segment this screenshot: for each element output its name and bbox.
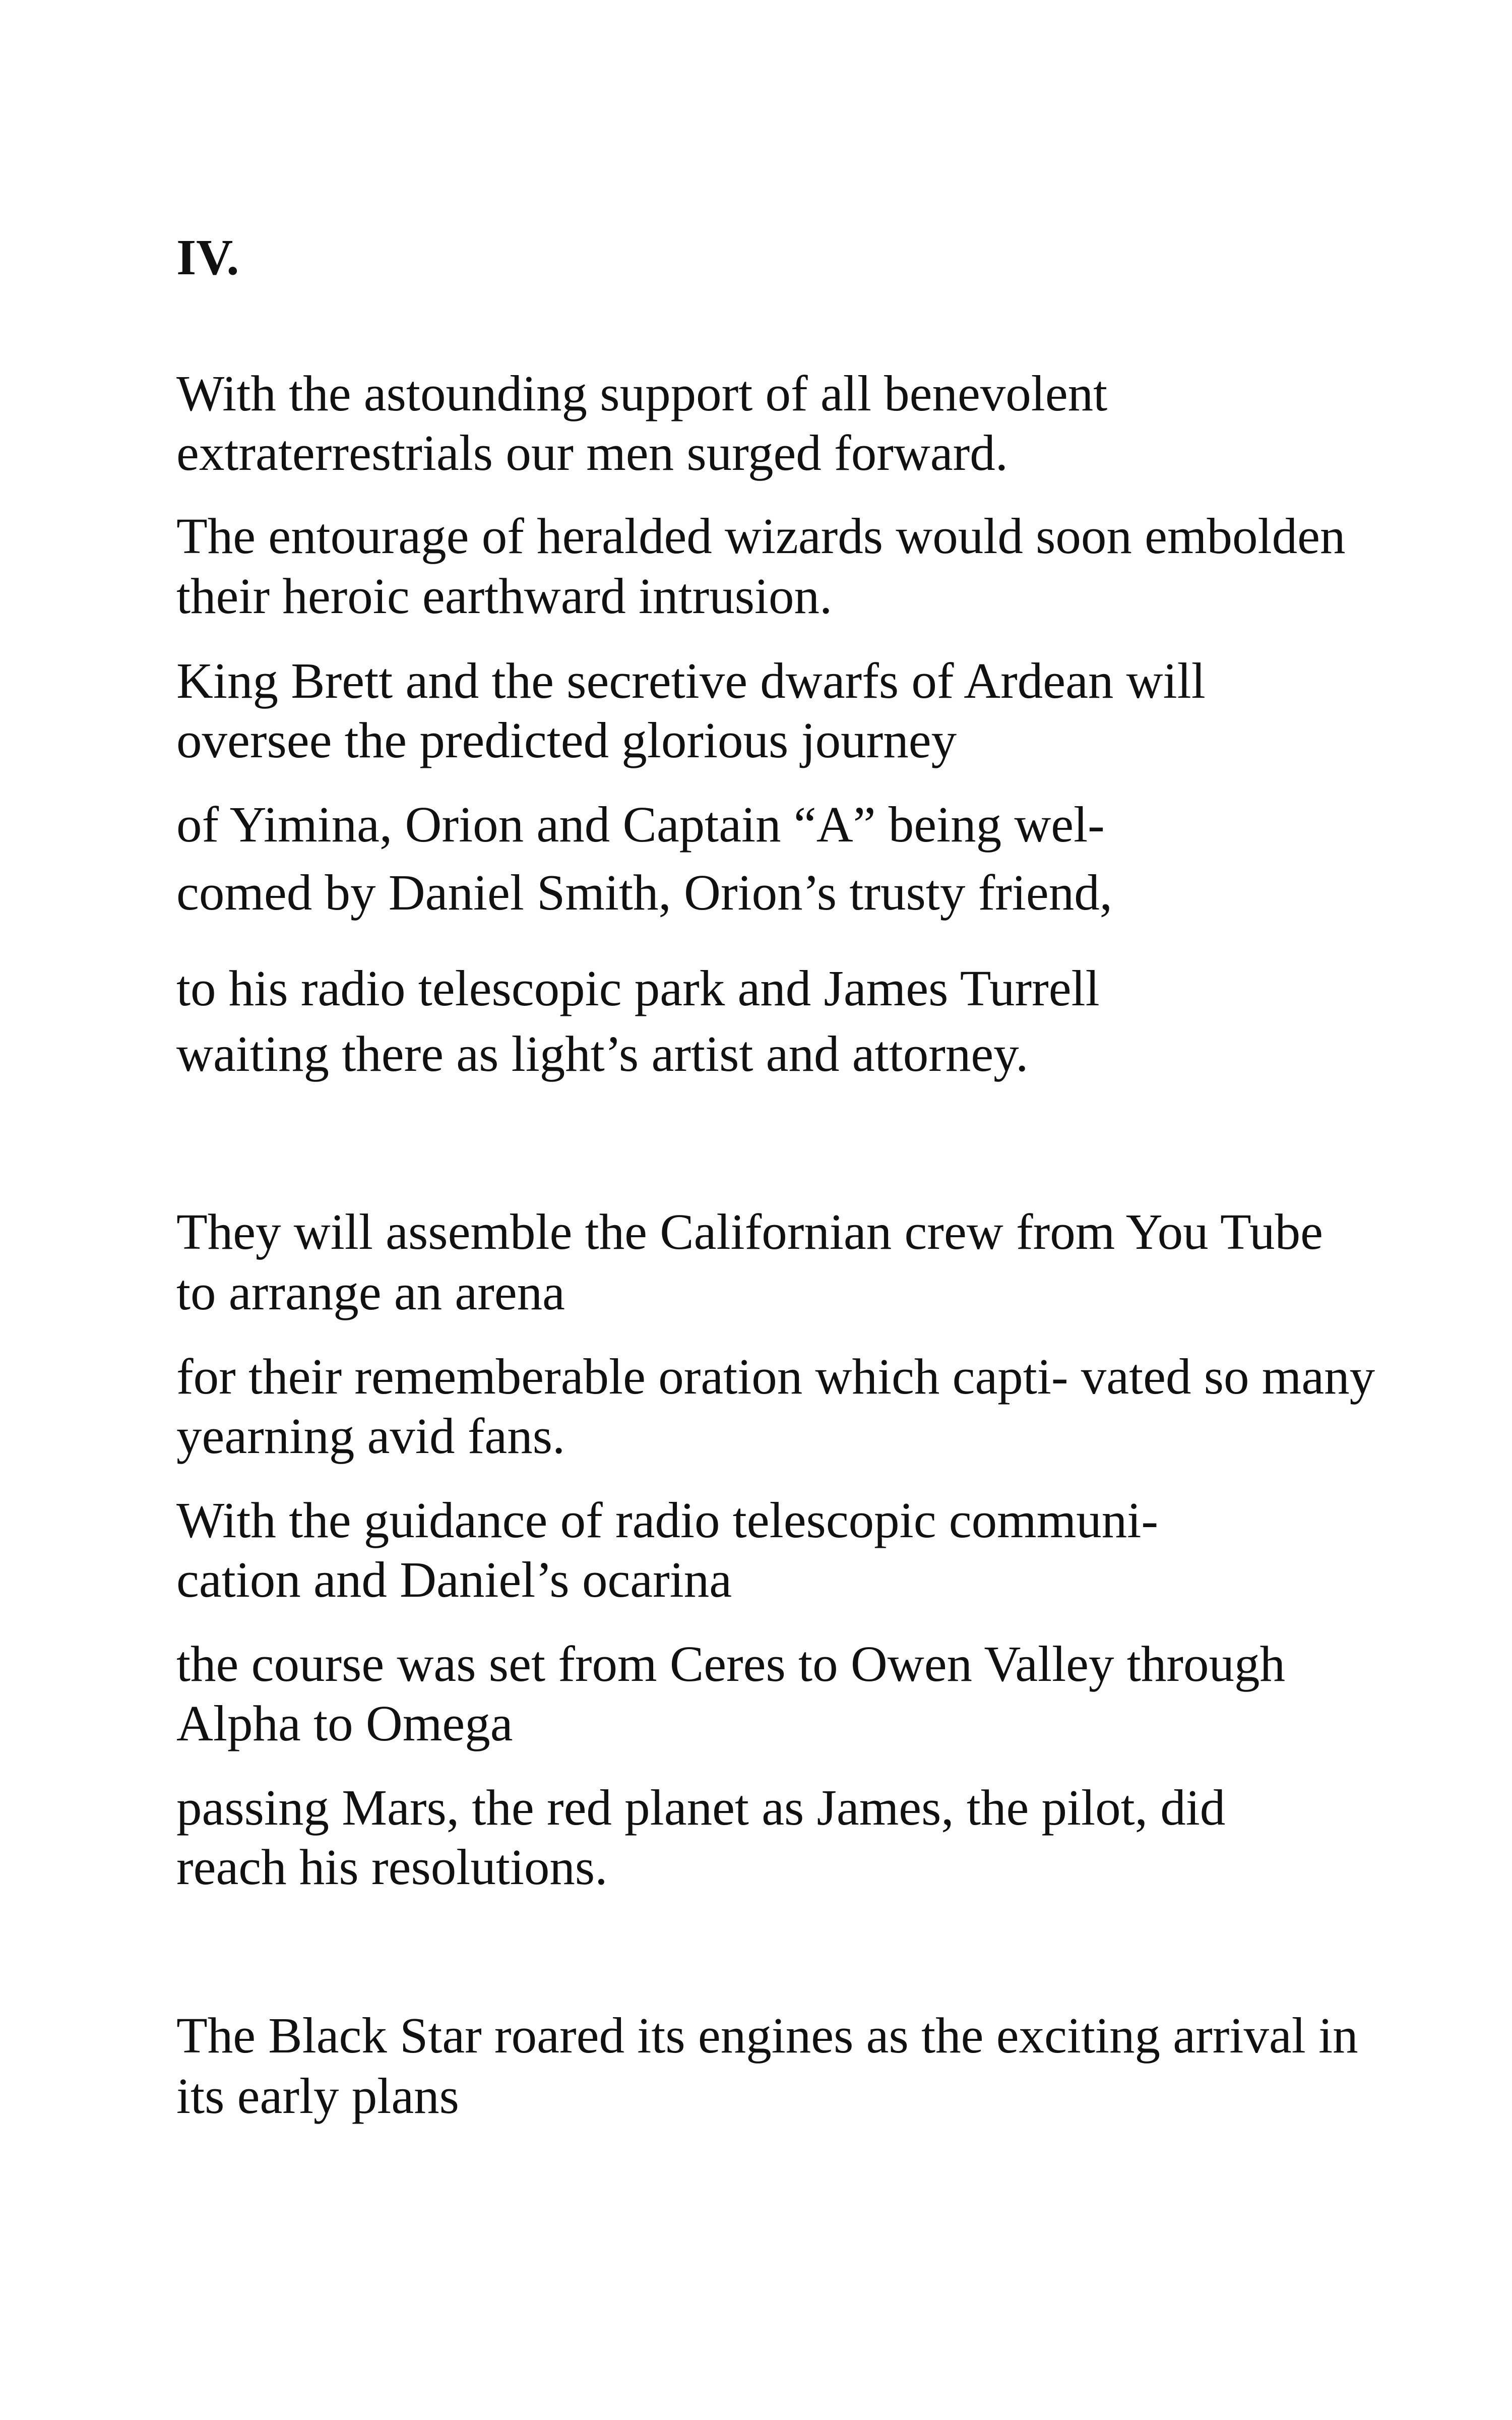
text-line: of Yimina, Orion and Captain “A” being wel- xyxy=(176,796,1105,853)
text-line: The Black Star roared its engines as the exciting arrival in xyxy=(176,2007,1358,2064)
text-line: the course was set from Ceres to Owen Valley through xyxy=(176,1636,1285,1692)
text-line: The entourage of heralded wizards would soon embolden xyxy=(176,508,1346,564)
text-line: for their rememberable oration which capti- vated so many xyxy=(176,1348,1375,1405)
text-line: extraterrestrials our men surged forward. xyxy=(176,425,1008,481)
text-line: oversee the predicted glorious journey xyxy=(176,712,957,768)
text-line: reach his resolutions. xyxy=(176,1839,608,1895)
text-line: to his radio telescopic park and James Turrell xyxy=(176,960,1100,1016)
text-line: cation and Daniel’s ocarina xyxy=(176,1551,732,1608)
text-line: With the guidance of radio telescopic communi- xyxy=(176,1492,1158,1548)
text-line: yearning avid fans. xyxy=(176,1408,565,1464)
text-line: its early plans xyxy=(176,2068,459,2124)
text-line: Alpha to Omega xyxy=(176,1695,513,1751)
text-line: to arrange an arena xyxy=(176,1264,565,1320)
section-heading: IV. xyxy=(176,229,239,285)
text-line: King Brett and the secretive dwarfs of Ardean will xyxy=(176,652,1206,709)
text-line: comed by Daniel Smith, Orion’s trusty friend, xyxy=(176,864,1113,921)
text-line: passing Mars, the red planet as James, the pilot, did xyxy=(176,1779,1226,1836)
text-line: They will assemble the Californian crew from You Tube xyxy=(176,1203,1324,1260)
text-line: With the astounding support of all benevolent xyxy=(176,365,1108,421)
text-line: their heroic earthward intrusion. xyxy=(176,568,833,624)
text-line: waiting there as light’s artist and attorney. xyxy=(176,1025,1029,1082)
